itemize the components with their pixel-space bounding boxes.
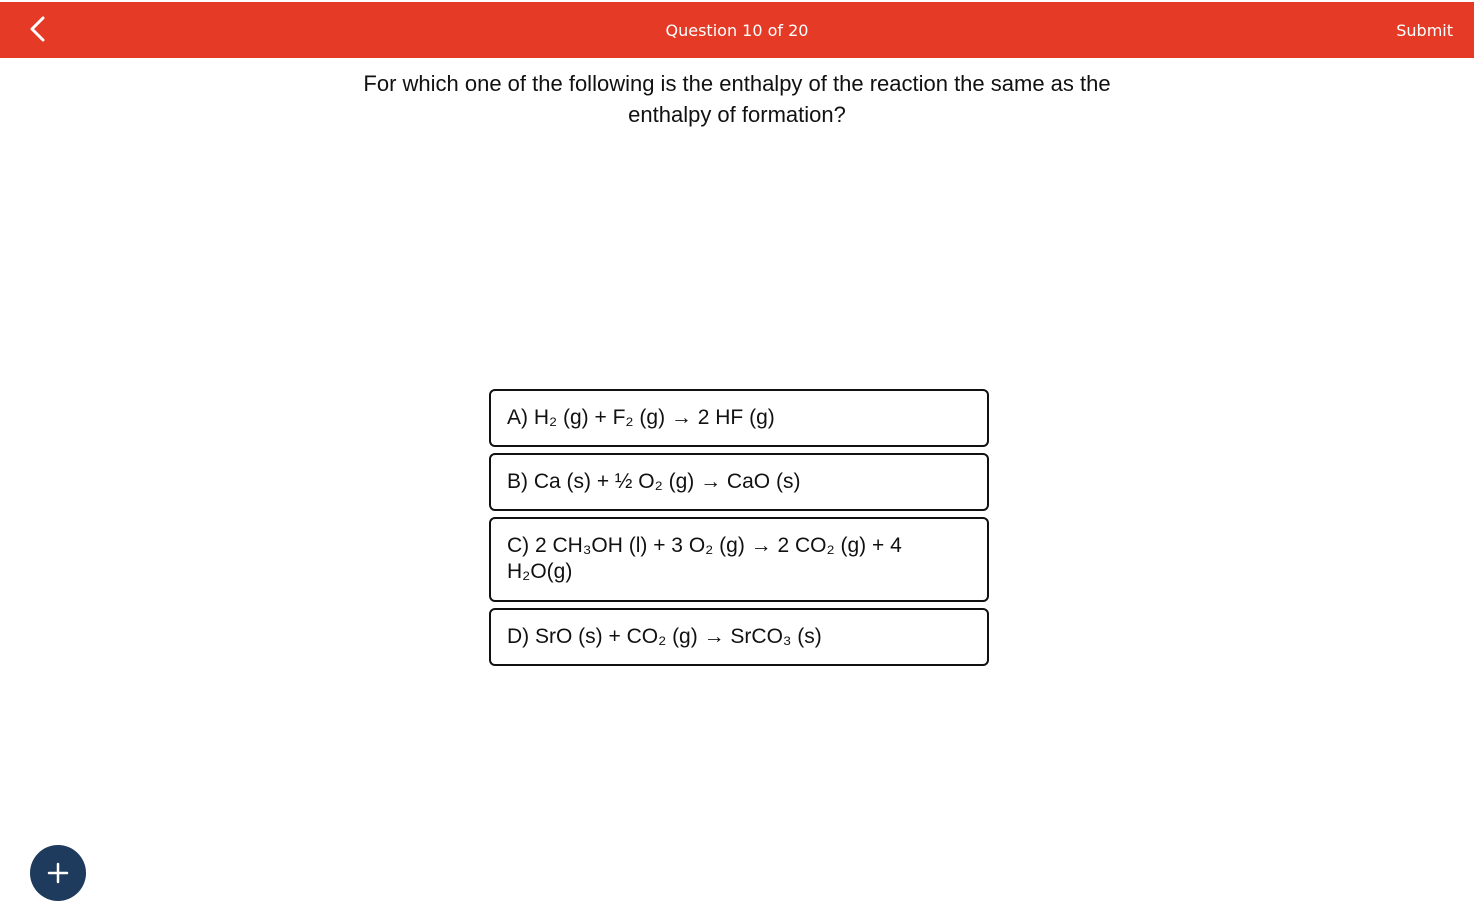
answer-option-c-text: C) 2 CH₃OH (l) + 3 O₂ (g) → 2 CO₂ (g) + 4 H₂O(g) bbox=[507, 534, 902, 583]
answer-option-d[interactable] bbox=[489, 608, 989, 666]
answer-option-d-text: D) SrO (s) + CO₂ (g) → SrCO₃ (s) bbox=[507, 625, 822, 648]
answer-option-c[interactable] bbox=[489, 517, 989, 602]
answer-option-a-text: A) H₂ (g) + F₂ (g) → 2 HF (g) bbox=[507, 406, 775, 429]
answer-option-b[interactable] bbox=[489, 453, 989, 511]
question-text: For which one of the following is the enthalpy of the reaction the same as the enthalpy of formation? bbox=[363, 71, 1111, 127]
add-button[interactable] bbox=[30, 845, 86, 901]
plus-icon bbox=[46, 861, 70, 885]
top-bar bbox=[0, 2, 1474, 58]
question-counter-title: Question 10 of 20 bbox=[665, 21, 809, 40]
answer-options bbox=[489, 389, 989, 672]
submit-button[interactable]: Submit bbox=[1396, 21, 1453, 40]
answer-option-a[interactable] bbox=[489, 389, 989, 447]
answer-option-b-text: B) Ca (s) + ½ O₂ (g) → CaO (s) bbox=[507, 470, 801, 493]
